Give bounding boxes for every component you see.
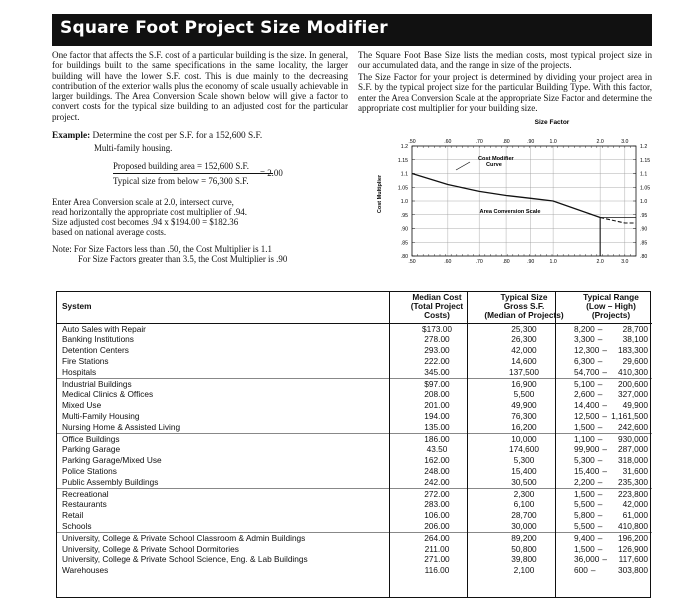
range-low: 5,100: [574, 378, 595, 389]
range-high: 29,600: [622, 356, 648, 366]
range-low: 14,400: [574, 400, 600, 411]
typical-range-cell: [570, 345, 652, 356]
range-low: 2,200: [574, 476, 595, 487]
y-tick-label-left: 1.05: [397, 185, 408, 192]
median-cost-cell: 264.00: [424, 532, 450, 543]
y-tick-label-left: 1.0: [400, 199, 408, 205]
typical-range-cell: [570, 367, 652, 378]
header-typical-size: Typical Size Gross S.F. (Median of Projects): [478, 291, 570, 323]
typical-range-cell: [570, 544, 652, 555]
system-name-cell: Detention Centers: [62, 345, 129, 356]
range-low: 5,800: [574, 510, 595, 521]
range-low: 8,200: [574, 323, 595, 334]
typical-size-cell: 15,400: [511, 465, 537, 476]
typical-range-cell: [570, 510, 652, 521]
column-divider: [555, 291, 556, 598]
typical-size-cell: 25,300: [511, 323, 537, 334]
range-dash: –: [597, 543, 603, 554]
typical-size-cell: 6,100: [513, 499, 535, 510]
range-dash: –: [597, 378, 603, 389]
typical-size-cell: 30,500: [478, 477, 570, 488]
column-divider: [467, 291, 468, 598]
system-name-cell: Industrial Buildings: [62, 378, 132, 389]
range-dash: –: [597, 510, 603, 521]
system-name-cell: Public Assembly Buildings: [56, 477, 396, 488]
system-name-cell: Hospitals: [56, 367, 396, 378]
range-high: 31,600: [622, 465, 648, 476]
x-tick-label-top: 3.0: [621, 139, 629, 145]
median-cost-cell: 272.00: [424, 488, 450, 499]
range-low: 1,100: [574, 433, 595, 444]
table-row: [56, 378, 652, 389]
typical-range-cell: [570, 521, 652, 532]
system-name-cell: Mixed Use: [62, 400, 102, 411]
typical-range-cell: [570, 334, 652, 345]
range-high: 223,800: [618, 488, 648, 499]
table-header-row: [56, 291, 652, 323]
median-cost-cell: 162.00: [424, 455, 450, 466]
range-high: 183,300: [618, 345, 648, 356]
range-low: 99,900: [574, 444, 600, 455]
y-tick-label-right: 1.0: [640, 199, 648, 205]
system-name-cell: Recreational: [62, 488, 109, 499]
table-row: [56, 389, 652, 400]
typical-size-cell: 174,600: [509, 444, 539, 455]
range-dash: –: [602, 345, 608, 356]
table-row: [56, 477, 652, 488]
range-dash: –: [597, 334, 603, 345]
range-high: 200,600: [618, 378, 648, 389]
range-low: 1,500: [574, 543, 595, 554]
median-cost-cell: 345.00: [396, 367, 478, 378]
range-high: 126,900: [618, 543, 648, 554]
median-cost-cell: 208.00: [424, 389, 450, 400]
range-high: 49,900: [622, 400, 648, 411]
range-low: 36,000: [574, 554, 600, 565]
x-tick-label-bottom: .70: [475, 259, 483, 265]
typical-range-cell: [570, 411, 652, 422]
x-tick-label-bottom: .60: [444, 259, 452, 265]
typical-size-cell: 49,900: [511, 400, 537, 411]
example-text: Determine the cost per S.F. for a 152,600 S.F.: [92, 131, 263, 141]
system-name-cell: Retail: [62, 510, 84, 521]
table-row: [56, 367, 652, 378]
range-low: 9,400: [574, 532, 595, 543]
table-row: [56, 422, 652, 433]
y-tick-label-right: .85: [640, 240, 648, 247]
area-conversion-chart: [370, 116, 652, 266]
y-tick-label-left: .80: [400, 254, 408, 260]
median-cost-cell: 106.00: [424, 510, 450, 521]
system-name-cell: Office Buildings: [62, 433, 120, 444]
curve-extension: [600, 218, 636, 224]
system-name-cell: Parking Garage/Mixed Use: [62, 455, 162, 466]
intro-left-paragraph: One factor that affects the S.F. cost of a particular building is the size. In general, for buildings built to the same specifications in the same locality, the larger building will have the lower S.F. cost. This is due mainly to the decreasing contribution of the exterior walls plus the economy of scale usually achievable in larger buildings. The Area Conversion Scale shown below will give a factor to convert costs for the typical size building to an adjusted cost for the particular project.: [52, 50, 348, 122]
x-tick-label-top: .80: [502, 139, 510, 145]
range-high: 38,100: [622, 334, 648, 345]
typical-size-text: Typical size from below = 76,300 S.F.: [113, 176, 249, 186]
range-high: 117,600: [618, 554, 648, 565]
typical-size-cell: 76,300: [511, 410, 537, 421]
range-high: 1,161,500: [611, 410, 648, 421]
system-name-cell: Nursing Home & Assisted Living: [56, 422, 396, 433]
median-cost-cell: 283.00: [424, 499, 450, 510]
range-dash: –: [597, 356, 603, 366]
note-line-2: For Size Factors greater than 3.5, the Cost Multiplier is .90: [78, 254, 288, 264]
range-dash: –: [597, 421, 603, 432]
y-tick-label-left: 1.2: [400, 144, 408, 150]
intro-right-paragraph-1: The Square Foot Base Size lists the median costs, most typical project size in our accumulated data, and the range in size of the projects.: [358, 50, 652, 71]
system-name-cell: Banking Institutions: [62, 334, 134, 345]
range-dash: –: [597, 488, 603, 499]
range-high: 42,000: [622, 499, 648, 510]
table-row: [56, 521, 652, 532]
range-low: 5,500: [574, 499, 595, 510]
median-cost-cell: 293.00: [424, 345, 450, 356]
median-cost-cell: 201.00: [424, 400, 450, 411]
typical-range-cell: [570, 323, 652, 334]
typical-range-cell: [570, 444, 652, 455]
range-high: 242,600: [618, 421, 648, 432]
y-tick-label-left: 1.15: [397, 157, 408, 164]
range-dash: –: [590, 565, 596, 576]
chart-ticks: [398, 139, 650, 265]
y-tick-label-left: 1.1: [400, 171, 408, 178]
x-tick-label-top: .60: [444, 139, 452, 145]
median-cost-cell: 135.00: [396, 422, 478, 433]
range-high: 327,000: [618, 389, 648, 400]
typical-size-cell: 16,900: [511, 378, 537, 389]
x-tick-label-top: 1.0: [549, 139, 557, 145]
y-tick-label-left: .85: [400, 240, 408, 247]
y-tick-label-right: 1.15: [640, 157, 651, 164]
system-name-cell: Warehouses: [62, 565, 109, 576]
chart-title: Size Factor: [534, 119, 570, 126]
typical-range-cell: [570, 532, 652, 543]
typical-range-cell: [570, 466, 652, 477]
example-label: Example:: [52, 131, 91, 141]
typical-size-cell: 14,600: [511, 356, 537, 366]
table-body: [56, 323, 652, 576]
range-dash: –: [597, 389, 603, 400]
y-axis-label: Cost Multiplier: [377, 174, 383, 214]
title-bar: [52, 14, 652, 46]
y-tick-label-right: 1.05: [640, 185, 651, 192]
range-low: 54,700: [574, 366, 600, 377]
table-row: [56, 499, 652, 510]
median-cost-cell: 116.00: [424, 565, 450, 576]
range-dash: –: [602, 366, 608, 377]
typical-range-cell: [570, 477, 652, 488]
x-tick-label-top: .50: [408, 139, 416, 145]
typical-size-cell: 137,500: [478, 367, 570, 378]
x-tick-label-top: 2.0: [596, 139, 604, 145]
table-row: [56, 554, 652, 565]
system-name-cell: University, College & Private School Dormitories: [62, 543, 239, 554]
curve-label: Cost Modifier Curve: [478, 156, 514, 168]
example-heading: [52, 131, 262, 142]
table-row: [56, 323, 652, 334]
table-row: [56, 488, 652, 499]
median-cost-cell: 242.00: [396, 477, 478, 488]
range-high: 28,700: [622, 323, 648, 334]
range-high: 287,000: [618, 444, 648, 455]
system-name-cell: Multi-Family Housing: [62, 410, 140, 421]
typical-range-cell: [570, 433, 652, 444]
median-cost-cell: 206.00: [396, 521, 478, 532]
range-low: 5,500: [574, 520, 595, 531]
system-name-cell: Schools: [56, 521, 396, 532]
typical-range-cell: [570, 499, 652, 510]
header-system: System: [56, 291, 396, 323]
x-tick-label-bottom: 1.0: [549, 259, 557, 265]
y-tick-label-right: 1.2: [640, 144, 648, 150]
typical-size-cell: 30,000: [478, 521, 570, 532]
median-cost-cell: 222.00: [424, 356, 450, 366]
range-low: 12,500: [574, 410, 600, 421]
x-tick-label-bottom: .80: [502, 259, 510, 265]
project-size-table: [56, 291, 652, 576]
page-title: Square Foot Project Size Modifier: [60, 18, 388, 38]
chart-grid: [412, 146, 636, 256]
range-dash: –: [602, 444, 608, 455]
range-dash: –: [602, 410, 608, 421]
range-dash: –: [597, 476, 603, 487]
typical-range-cell: [570, 400, 652, 411]
x-tick-label-bottom: 2.0: [596, 259, 604, 265]
y-tick-label-right: .95: [640, 212, 648, 219]
typical-range-cell: [570, 455, 652, 466]
range-dash: –: [602, 465, 608, 476]
fraction-line: [113, 173, 273, 174]
system-name-cell: Auto Sales with Repair: [62, 323, 146, 334]
x-tick-label-bottom: .50: [408, 259, 416, 265]
range-dash: –: [597, 532, 603, 543]
typical-range-cell: [570, 565, 652, 576]
system-name-cell: Restaurants: [62, 499, 107, 510]
system-name-cell: Parking Garage: [62, 444, 121, 455]
system-name-cell: University, College & Private School Classroom & Admin Buildings: [62, 532, 306, 543]
y-tick-label-right: 1.1: [640, 171, 648, 178]
median-cost-cell: 278.00: [424, 334, 450, 345]
range-low: 600: [574, 565, 588, 576]
range-dash: –: [597, 323, 603, 334]
median-cost-cell: 248.00: [424, 465, 450, 476]
range-low: 1,500: [574, 488, 595, 499]
typical-size-cell: 42,000: [511, 345, 537, 356]
range-dash: –: [597, 455, 603, 466]
range-high: 410,300: [618, 366, 648, 377]
range-high: 303,800: [618, 565, 648, 576]
system-name-cell: Police Stations: [62, 465, 117, 476]
typical-size-cell: 5,300: [513, 455, 535, 466]
typical-size-cell: 50,800: [511, 543, 537, 554]
typical-size-cell: 2,300: [513, 488, 535, 499]
example-step-2: read horizontally the appropriate cost multiplier of .94.: [52, 207, 247, 217]
table-row: [56, 565, 652, 576]
typical-size-cell: 26,300: [511, 334, 537, 345]
typical-range-cell: [570, 389, 652, 400]
typical-size-cell: 5,500: [513, 389, 535, 400]
typical-size-cell: 39,800: [511, 554, 537, 565]
curve-label-pointer: [456, 162, 470, 170]
example-step-1: Enter Area Conversion scale at 2.0, intersect curve,: [52, 197, 234, 207]
header-median-cost: Median Cost (Total Project Costs): [396, 291, 478, 323]
table-row: [56, 544, 652, 555]
typical-size-cell: 89,200: [511, 532, 537, 543]
x-tick-label-top: .90: [527, 139, 535, 145]
typical-size-cell: 28,700: [511, 510, 537, 521]
median-cost-cell: $97.00: [424, 378, 450, 389]
range-dash: –: [602, 554, 608, 565]
typical-range-cell: [570, 356, 652, 367]
y-tick-label-right: .80: [640, 254, 648, 260]
example-step-3: Size adjusted cost becomes .94 x $194.00 = $182.36: [52, 217, 239, 227]
table-row: [56, 356, 652, 367]
system-name-cell: Fire Stations: [62, 356, 109, 366]
range-low: 6,300: [574, 356, 595, 366]
range-low: 15,400: [574, 465, 600, 476]
range-high: 235,300: [618, 476, 648, 487]
table-row: [56, 334, 652, 345]
range-low: 3,300: [574, 334, 595, 345]
median-cost-cell: 271.00: [424, 554, 450, 565]
typical-size-cell: 10,000: [511, 433, 537, 444]
range-high: 318,000: [618, 455, 648, 466]
range-dash: –: [597, 520, 603, 531]
header-typical-range: Typical Range (Low – High) (Projects): [570, 291, 652, 323]
table-row: [56, 411, 652, 422]
intro-right-paragraph-2: The Size Factor for your project is determined by dividing your project area in S.F. by the typical project size for the particular Building Type. With this factor, enter the Area Conversion Scale at the appropriate Size Factor and determine the appropriate cost multiplier for your building size.: [358, 72, 652, 113]
range-dash: –: [597, 499, 603, 510]
table-row: [56, 345, 652, 356]
median-cost-cell: 194.00: [424, 410, 450, 421]
table-row: [56, 400, 652, 411]
median-cost-cell: 186.00: [424, 433, 450, 444]
typical-range-cell: [570, 422, 652, 433]
range-dash: –: [597, 433, 603, 444]
range-dash: –: [602, 400, 608, 411]
example-text-2: Multi-family housing.: [94, 143, 173, 153]
table-row: [56, 532, 652, 543]
table-row: [56, 455, 652, 466]
typical-range-cell: [570, 554, 652, 565]
range-high: 930,000: [618, 433, 648, 444]
x-tick-label-bottom: .90: [527, 259, 535, 265]
table-row: [56, 444, 652, 455]
range-high: 410,800: [618, 520, 648, 531]
median-cost-cell: 211.00: [424, 543, 450, 554]
scale-label: Area Conversion Scale: [479, 209, 541, 215]
y-tick-label-right: .90: [640, 226, 648, 233]
typical-size-cell: 16,200: [478, 422, 570, 433]
system-name-cell: University, College & Private School Science, Eng. & Lab Buildings: [62, 554, 308, 565]
y-tick-label-left: .90: [400, 226, 408, 233]
typical-range-cell: [570, 488, 652, 499]
range-low: 12,300: [574, 345, 600, 356]
range-high: 61,000: [622, 510, 648, 521]
example-step-4: based on national average costs.: [52, 227, 167, 237]
proposed-area-text: Proposed building area = 152,600 S.F.: [113, 161, 249, 171]
table-row: [56, 510, 652, 521]
column-divider: [389, 291, 390, 598]
y-tick-label-left: .95: [400, 212, 408, 219]
typical-range-cell: [570, 378, 652, 389]
reference-page: [52, 8, 652, 598]
system-name-cell: Medical Clinics & Offices: [62, 389, 154, 400]
note-line-1: Note: For Size Factors less than .50, the Cost Multiplier is 1.1: [52, 244, 272, 254]
median-cost-cell: 43.50: [426, 444, 448, 455]
x-tick-label-bottom: 3.0: [621, 259, 629, 265]
table-row: [56, 433, 652, 444]
range-low: 2,600: [574, 389, 595, 400]
x-tick-label-top: .70: [475, 139, 483, 145]
range-low: 1,500: [574, 421, 595, 432]
range-high: 196,200: [618, 532, 648, 543]
size-factor-result: = 2.00: [260, 168, 283, 178]
range-low: 5,300: [574, 455, 595, 466]
typical-size-cell: 2,100: [513, 565, 535, 576]
table-row: [56, 466, 652, 477]
median-cost-cell: $173.00: [422, 323, 452, 334]
